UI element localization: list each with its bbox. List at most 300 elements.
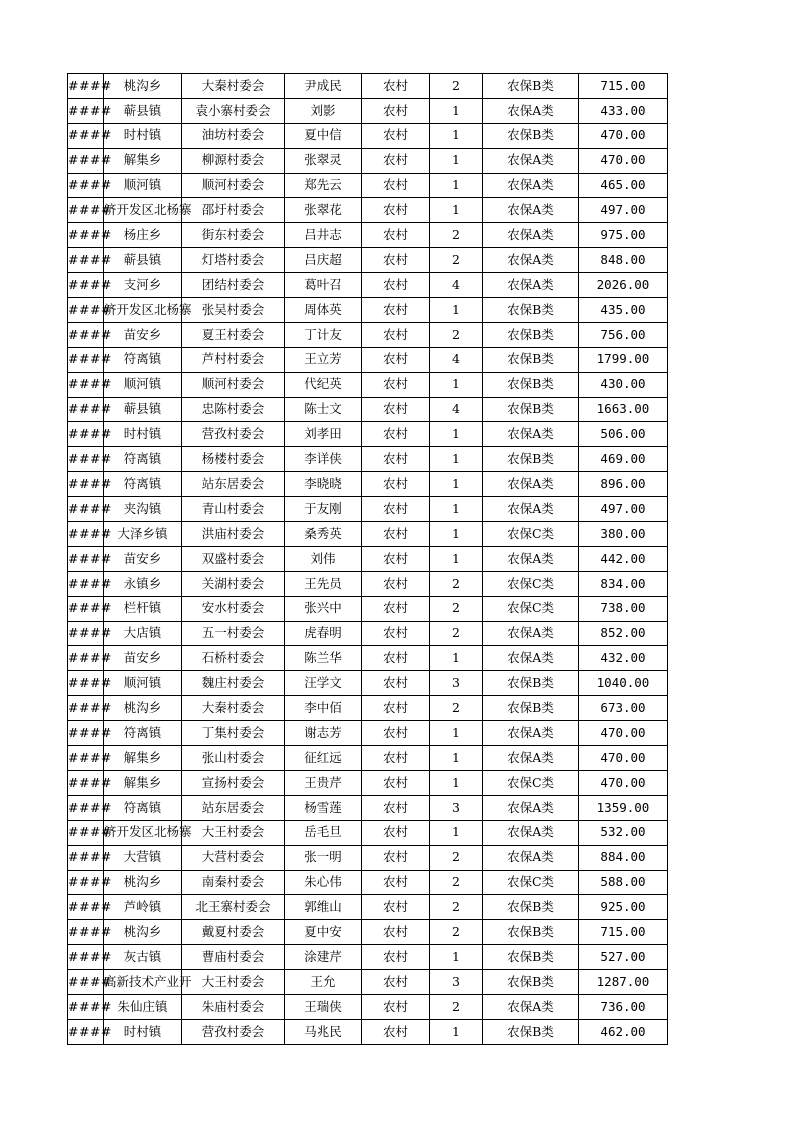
cell-town: 支河乡 [104,273,182,298]
cell-count: 1 [430,646,483,671]
cell-town: 蕲县镇 [104,248,182,273]
cell-category: 农保C类 [483,522,579,547]
cell-person-name: 涂建芹 [285,945,362,970]
cell-village: 站东居委会 [182,795,285,820]
cell-village: 张山村委会 [182,746,285,771]
table-row [68,497,668,522]
table-row [68,223,668,248]
cell-residence-type: 农村 [362,895,430,920]
cell-person-name: 杨雪莲 [285,795,362,820]
cell-amount: 1287.00 [579,970,668,995]
cell-amount: 736.00 [579,994,668,1019]
table-row [68,920,668,945]
cell-count: 2 [430,994,483,1019]
cell-category: 农保A类 [483,746,579,771]
cell-amount: 470.00 [579,721,668,746]
cell-person-name: 夏中安 [285,920,362,945]
cell-residence-type: 农村 [362,74,430,99]
cell-count: 4 [430,273,483,298]
cell-count: 3 [430,970,483,995]
cell-residence-type: 农村 [362,770,430,795]
cell-category: 农保A类 [483,497,579,522]
cell-count: 2 [430,223,483,248]
cell-record-no: #### [68,571,104,596]
cell-village: 营孜村委会 [182,1019,285,1044]
cell-amount: 506.00 [579,422,668,447]
table-row [68,74,668,99]
cell-record-no: #### [68,98,104,123]
table-row [68,1019,668,1044]
cell-amount: 896.00 [579,472,668,497]
cell-count: 2 [430,621,483,646]
cell-amount: 462.00 [579,1019,668,1044]
cell-residence-type: 农村 [362,721,430,746]
cell-village: 营孜村委会 [182,422,285,447]
cell-amount: 497.00 [579,497,668,522]
cell-record-no: #### [68,845,104,870]
cell-residence-type: 农村 [362,795,430,820]
cell-amount: 834.00 [579,571,668,596]
cell-record-no: #### [68,298,104,323]
cell-village: 大王村委会 [182,820,285,845]
cell-category: 农保B类 [483,945,579,970]
cell-residence-type: 农村 [362,173,430,198]
cell-amount: 1663.00 [579,397,668,422]
cell-village: 五一村委会 [182,621,285,646]
cell-residence-type: 农村 [362,298,430,323]
cell-record-no: #### [68,895,104,920]
cell-town: 夹沟镇 [104,497,182,522]
cell-town: 时村镇 [104,422,182,447]
cell-amount: 433.00 [579,98,668,123]
cell-category: 农保A类 [483,845,579,870]
cell-record-no: #### [68,945,104,970]
cell-village: 洪庙村委会 [182,522,285,547]
cell-town: 顺河镇 [104,671,182,696]
cell-residence-type: 农村 [362,571,430,596]
cell-record-no: #### [68,248,104,273]
cell-town: 蕲县镇 [104,397,182,422]
cell-record-no: #### [68,422,104,447]
cell-amount: 380.00 [579,522,668,547]
cell-village: 青山村委会 [182,497,285,522]
cell-count: 1 [430,123,483,148]
cell-person-name: 李晓晓 [285,472,362,497]
cell-residence-type: 农村 [362,372,430,397]
cell-record-no: #### [68,223,104,248]
cell-village: 油坊村委会 [182,123,285,148]
cell-town: 符离镇 [104,472,182,497]
cell-count: 3 [430,795,483,820]
cell-record-no: #### [68,546,104,571]
cell-residence-type: 农村 [362,347,430,372]
cell-record-no: #### [68,696,104,721]
cell-amount: 848.00 [579,248,668,273]
table-row [68,173,668,198]
cell-amount: 1040.00 [579,671,668,696]
cell-person-name: 李详侠 [285,447,362,472]
table-row [68,422,668,447]
cell-record-no: #### [68,646,104,671]
table-row [68,372,668,397]
cell-record-no: #### [68,74,104,99]
cell-category: 农保C类 [483,596,579,621]
cell-amount: 470.00 [579,148,668,173]
cell-residence-type: 农村 [362,223,430,248]
cell-record-no: #### [68,148,104,173]
table-row [68,696,668,721]
cell-person-name: 征红远 [285,746,362,771]
cell-category: 农保A类 [483,820,579,845]
table-row [68,671,668,696]
table-row [68,447,668,472]
cell-category: 农保B类 [483,895,579,920]
table-row [68,298,668,323]
cell-residence-type: 农村 [362,98,430,123]
cell-amount: 738.00 [579,596,668,621]
cell-count: 1 [430,522,483,547]
cell-amount: 470.00 [579,746,668,771]
cell-person-name: 郭维山 [285,895,362,920]
cell-count: 1 [430,546,483,571]
cell-count: 1 [430,1019,483,1044]
table-row [68,322,668,347]
cell-record-no: #### [68,920,104,945]
cell-count: 1 [430,770,483,795]
cell-person-name: 刘伟 [285,546,362,571]
cell-village: 张吴村委会 [182,298,285,323]
cell-person-name: 陈兰华 [285,646,362,671]
cell-town: 桃沟乡 [104,74,182,99]
cell-record-no: #### [68,746,104,771]
cell-record-no: #### [68,322,104,347]
cell-amount: 1359.00 [579,795,668,820]
cell-village: 北王寨村委会 [182,895,285,920]
table-row [68,721,668,746]
table-row [68,646,668,671]
cell-count: 1 [430,746,483,771]
cell-amount: 469.00 [579,447,668,472]
cell-record-no: #### [68,671,104,696]
cell-record-no: #### [68,621,104,646]
cell-person-name: 王立芳 [285,347,362,372]
cell-person-name: 吕井志 [285,223,362,248]
table-row [68,273,668,298]
cell-person-name: 王瑞侠 [285,994,362,1019]
cell-person-name: 夏中信 [285,123,362,148]
cell-category: 农保A类 [483,273,579,298]
cell-amount: 2026.00 [579,273,668,298]
cell-category: 农保A类 [483,621,579,646]
cell-residence-type: 农村 [362,397,430,422]
cell-record-no: #### [68,372,104,397]
cell-residence-type: 农村 [362,422,430,447]
cell-residence-type: 农村 [362,646,430,671]
cell-village: 夏王村委会 [182,322,285,347]
cell-residence-type: 农村 [362,696,430,721]
cell-count: 2 [430,870,483,895]
cell-count: 1 [430,497,483,522]
cell-village: 大营村委会 [182,845,285,870]
cell-count: 1 [430,721,483,746]
cell-residence-type: 农村 [362,123,430,148]
cell-category: 农保A类 [483,994,579,1019]
cell-category: 农保A类 [483,422,579,447]
cell-category: 农保B类 [483,920,579,945]
cell-village: 灯塔村委会 [182,248,285,273]
cell-village: 大秦村委会 [182,696,285,721]
cell-category: 农保C类 [483,571,579,596]
cell-village: 丁集村委会 [182,721,285,746]
cell-residence-type: 农村 [362,198,430,223]
cell-amount: 465.00 [579,173,668,198]
cell-amount: 432.00 [579,646,668,671]
table-row [68,621,668,646]
cell-town: 时村镇 [104,1019,182,1044]
cell-record-no: #### [68,770,104,795]
cell-village: 朱庙村委会 [182,994,285,1019]
cell-record-no: #### [68,273,104,298]
cell-count: 2 [430,895,483,920]
cell-town: 顺河镇 [104,372,182,397]
cell-town: 大店镇 [104,621,182,646]
table-row [68,845,668,870]
cell-town: 解集乡 [104,770,182,795]
cell-category: 农保A类 [483,173,579,198]
cell-village: 大王村委会 [182,970,285,995]
cell-residence-type: 农村 [362,596,430,621]
cell-person-name: 朱心伟 [285,870,362,895]
cell-count: 1 [430,472,483,497]
cell-count: 2 [430,920,483,945]
cell-category: 农保B类 [483,74,579,99]
table-row [68,123,668,148]
table-row [68,795,668,820]
cell-category: 农保A类 [483,248,579,273]
cell-person-name: 张翠灵 [285,148,362,173]
cell-record-no: #### [68,497,104,522]
cell-record-no: #### [68,721,104,746]
cell-record-no: #### [68,472,104,497]
cell-town: 符离镇 [104,447,182,472]
cell-village: 街东村委会 [182,223,285,248]
cell-count: 3 [430,671,483,696]
cell-village: 双盛村委会 [182,546,285,571]
cell-town: 大泽乡镇 [104,522,182,547]
cell-village: 关湖村委会 [182,571,285,596]
cell-count: 1 [430,447,483,472]
cell-village: 顺河村委会 [182,372,285,397]
cell-category: 农保A类 [483,148,579,173]
cell-residence-type: 农村 [362,970,430,995]
cell-count: 2 [430,845,483,870]
cell-residence-type: 农村 [362,447,430,472]
cell-count: 1 [430,173,483,198]
cell-person-name: 谢志芳 [285,721,362,746]
cell-count: 1 [430,945,483,970]
cell-town: 解集乡 [104,148,182,173]
table-row [68,546,668,571]
table-row [68,746,668,771]
cell-category: 农保B类 [483,372,579,397]
table-row [68,472,668,497]
cell-record-no: #### [68,347,104,372]
cell-village: 顺河村委会 [182,173,285,198]
cell-amount: 430.00 [579,372,668,397]
cell-town: 苗安乡 [104,546,182,571]
cell-person-name: 吕庆超 [285,248,362,273]
cell-record-no: #### [68,123,104,148]
cell-count: 2 [430,596,483,621]
table-row [68,970,668,995]
cell-residence-type: 农村 [362,546,430,571]
cell-category: 农保A类 [483,546,579,571]
cell-amount: 442.00 [579,546,668,571]
cell-town: 顺河镇 [104,173,182,198]
cell-residence-type: 农村 [362,522,430,547]
cell-town: 永镇乡 [104,571,182,596]
cell-amount: 975.00 [579,223,668,248]
cell-person-name: 岳毛旦 [285,820,362,845]
cell-category: 农保C类 [483,770,579,795]
cell-town: 芦岭镇 [104,895,182,920]
cell-count: 1 [430,372,483,397]
cell-town: 济开发区北杨寨 [104,298,182,323]
cell-category: 农保B类 [483,671,579,696]
cell-town: 苗安乡 [104,322,182,347]
cell-category: 农保B类 [483,397,579,422]
cell-residence-type: 农村 [362,870,430,895]
cell-category: 农保A类 [483,721,579,746]
cell-person-name: 丁计友 [285,322,362,347]
cell-residence-type: 农村 [362,322,430,347]
cell-residence-type: 农村 [362,497,430,522]
cell-category: 农保A类 [483,98,579,123]
cell-residence-type: 农村 [362,621,430,646]
cell-amount: 715.00 [579,74,668,99]
cell-record-no: #### [68,198,104,223]
cell-person-name: 刘孝田 [285,422,362,447]
cell-person-name: 陈士文 [285,397,362,422]
cell-category: 农保B类 [483,123,579,148]
cell-residence-type: 农村 [362,148,430,173]
cell-village: 安水村委会 [182,596,285,621]
cell-count: 2 [430,322,483,347]
table-row [68,870,668,895]
cell-amount: 527.00 [579,945,668,970]
cell-amount: 756.00 [579,322,668,347]
cell-record-no: #### [68,795,104,820]
cell-town: 解集乡 [104,746,182,771]
cell-record-no: #### [68,173,104,198]
cell-residence-type: 农村 [362,820,430,845]
cell-category: 农保B类 [483,447,579,472]
cell-residence-type: 农村 [362,671,430,696]
cell-person-name: 张兴中 [285,596,362,621]
table-row [68,596,668,621]
cell-village: 杨楼村委会 [182,447,285,472]
cell-amount: 673.00 [579,696,668,721]
cell-village: 袁小寨村委会 [182,98,285,123]
cell-residence-type: 农村 [362,994,430,1019]
cell-category: 农保B类 [483,696,579,721]
cell-town: 符离镇 [104,795,182,820]
cell-category: 农保B类 [483,970,579,995]
cell-town: 济开发区北杨寨 [104,198,182,223]
cell-record-no: #### [68,596,104,621]
cell-residence-type: 农村 [362,945,430,970]
cell-town: 大营镇 [104,845,182,870]
cell-person-name: 郑先云 [285,173,362,198]
cell-town: 苗安乡 [104,646,182,671]
cell-record-no: #### [68,1019,104,1044]
cell-person-name: 张一明 [285,845,362,870]
cell-category: 农保A类 [483,795,579,820]
cell-town: 桃沟乡 [104,920,182,945]
cell-count: 1 [430,98,483,123]
cell-village: 芦村村委会 [182,347,285,372]
cell-village: 石桥村委会 [182,646,285,671]
table-row [68,770,668,795]
cell-count: 2 [430,696,483,721]
cell-village: 大秦村委会 [182,74,285,99]
cell-amount: 884.00 [579,845,668,870]
cell-category: 农保B类 [483,322,579,347]
cell-residence-type: 农村 [362,472,430,497]
cell-category: 农保C类 [483,870,579,895]
cell-village: 曹庙村委会 [182,945,285,970]
cell-amount: 532.00 [579,820,668,845]
cell-village: 魏庄村委会 [182,671,285,696]
cell-person-name: 汪学文 [285,671,362,696]
cell-record-no: #### [68,522,104,547]
cell-town: 栏杆镇 [104,596,182,621]
cell-residence-type: 农村 [362,920,430,945]
cell-person-name: 桑秀英 [285,522,362,547]
cell-person-name: 虎春明 [285,621,362,646]
table-row [68,148,668,173]
cell-amount: 715.00 [579,920,668,945]
cell-person-name: 于友刚 [285,497,362,522]
cell-category: 农保B类 [483,298,579,323]
cell-count: 2 [430,248,483,273]
cell-town: 高新技术产业开 [104,970,182,995]
cell-residence-type: 农村 [362,746,430,771]
cell-amount: 852.00 [579,621,668,646]
table-row [68,895,668,920]
table-row [68,945,668,970]
cell-category: 农保A类 [483,198,579,223]
table-row [68,820,668,845]
cell-category: 农保A类 [483,472,579,497]
cell-category: 农保B类 [483,1019,579,1044]
cell-amount: 470.00 [579,123,668,148]
cell-town: 符离镇 [104,347,182,372]
cell-person-name: 王先员 [285,571,362,596]
table-row [68,248,668,273]
cell-village: 站东居委会 [182,472,285,497]
cell-town: 桃沟乡 [104,696,182,721]
cell-village: 邵圩村委会 [182,198,285,223]
cell-town: 时村镇 [104,123,182,148]
cell-person-name: 马兆民 [285,1019,362,1044]
cell-amount: 1799.00 [579,347,668,372]
cell-count: 1 [430,148,483,173]
table-row [68,571,668,596]
cell-village: 团结村委会 [182,273,285,298]
cell-record-no: #### [68,994,104,1019]
table-body [68,74,668,1045]
